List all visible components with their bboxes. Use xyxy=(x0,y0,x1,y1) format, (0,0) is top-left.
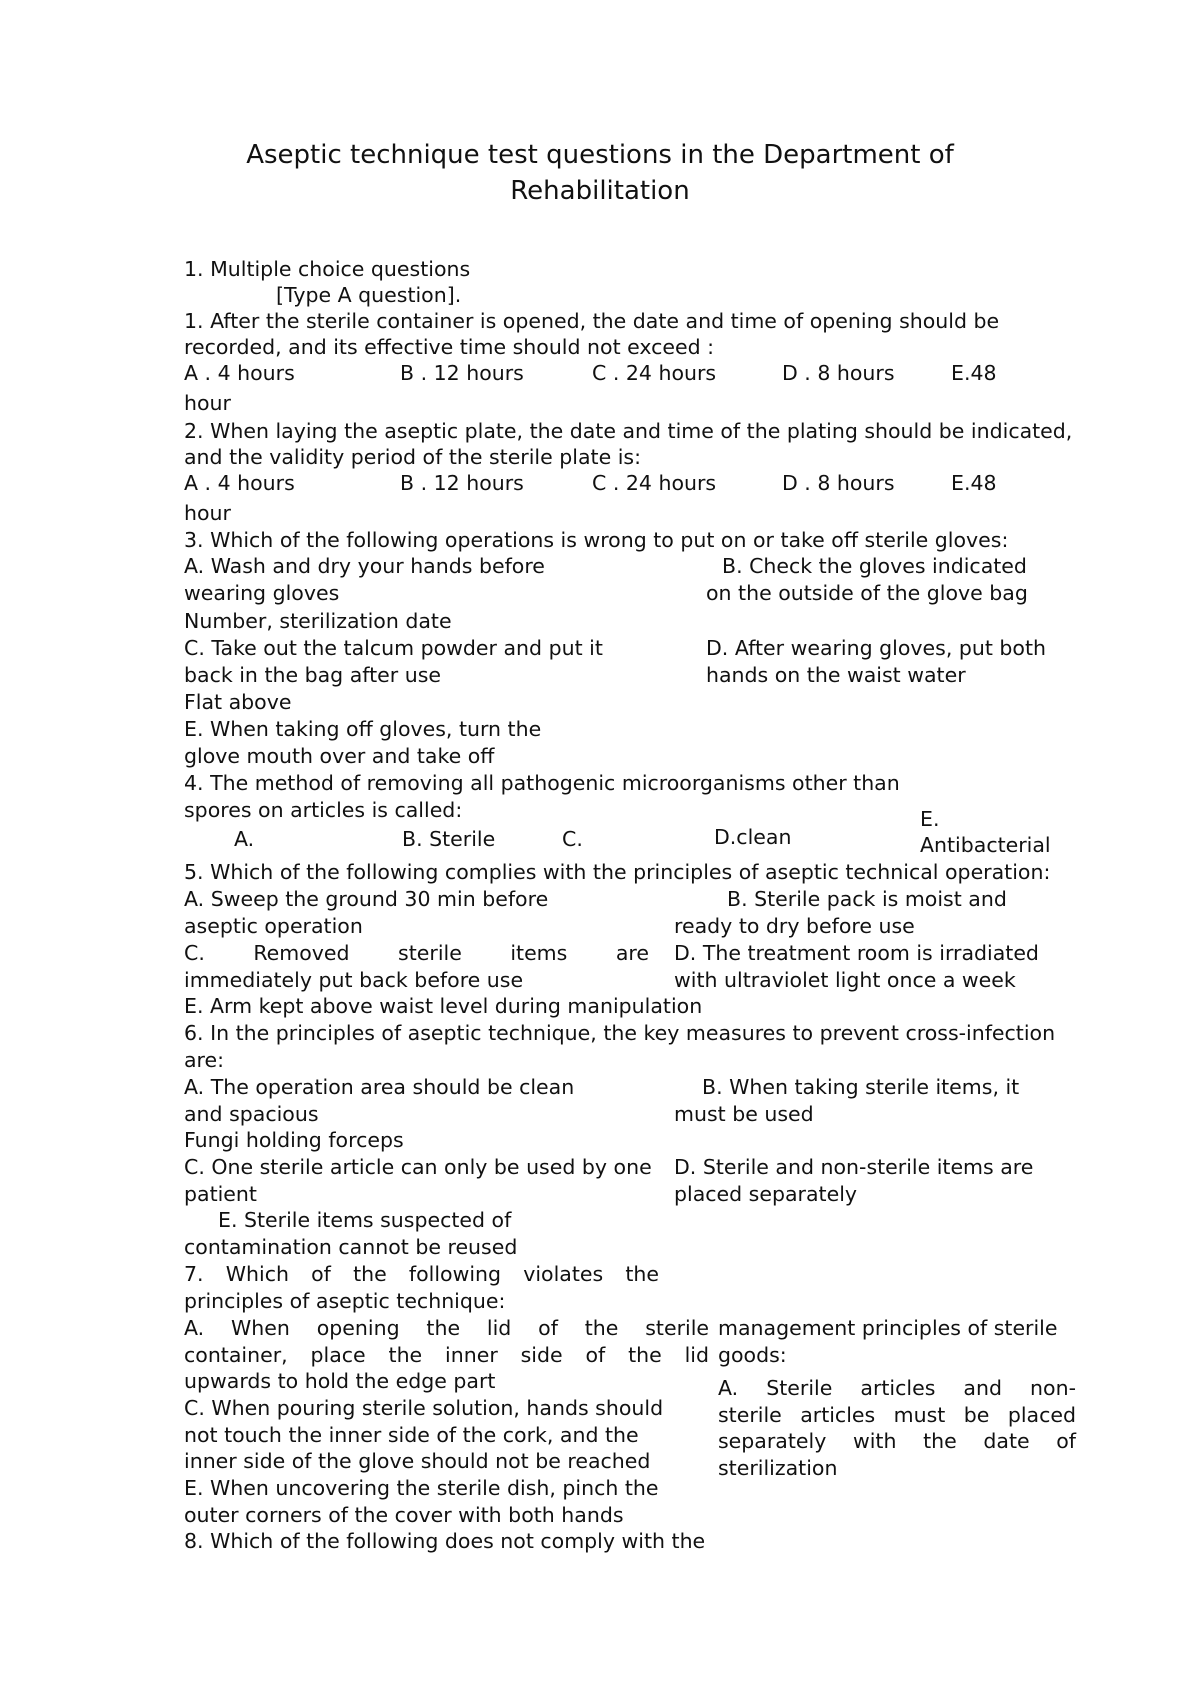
q2-option-a: A . 4 hours xyxy=(184,471,295,495)
page-title-line-1: Aseptic technique test questions in the Department of xyxy=(246,140,954,170)
q5-option-d-line-1: D. The treatment room is irradiated xyxy=(674,941,1039,965)
q1-option-d: D . 8 hours xyxy=(782,361,895,385)
question-type-label: [Type A question]. xyxy=(276,283,462,307)
q5-option-b-line-1: B. Sterile pack is moist and xyxy=(727,887,1007,911)
q6-option-b-line-1: B. When taking sterile items, it xyxy=(702,1075,1020,1099)
q2-option-b: B . 12 hours xyxy=(400,471,524,495)
section-heading: 1. Multiple choice questions xyxy=(184,257,471,281)
q4-option-d: D.clean xyxy=(714,825,792,849)
q7-option-a-line-2: container, place the inner side of the lid xyxy=(184,1343,709,1367)
q7-option-e-line-1: E. When uncovering the sterile dish, pinch the xyxy=(184,1476,659,1500)
q2-stem-line-2: and the validity period of the sterile plate is: xyxy=(184,445,641,469)
q1-option-b: B . 12 hours xyxy=(400,361,524,385)
q3-option-a-line-2: wearing gloves xyxy=(184,581,340,605)
q3-stem: 3. Which of the following operations is wrong to put on or take off sterile gloves: xyxy=(184,528,1009,552)
q6-option-c-line-2: patient xyxy=(184,1182,257,1206)
q7-option-a-line-3: upwards to hold the edge part xyxy=(184,1369,496,1393)
q1-stem-line-2: recorded, and its effective time should not exceed : xyxy=(184,335,715,359)
q5-option-a-line-1: A. Sweep the ground 30 min before xyxy=(184,887,549,911)
q4-option-b: B. Sterile xyxy=(402,827,496,851)
q7-stem-line-2: principles of aseptic technique: xyxy=(184,1289,506,1313)
q5-option-c-line-1: C. Removed sterile items are xyxy=(184,941,649,965)
page-title-line-2: Rehabilitation xyxy=(510,176,690,206)
q7-option-a-line-1: A. When opening the lid of the sterile xyxy=(184,1316,709,1340)
q4-option-a: A. xyxy=(234,827,255,851)
q8-stem-line-1: 8. Which of the following does not comply with the xyxy=(184,1529,706,1553)
q3-option-c-line-2: back in the bag after use xyxy=(184,663,442,687)
q8-stem-line-3: goods: xyxy=(718,1343,787,1367)
q7-stem-line-1: 7. Which of the following violates the xyxy=(184,1262,659,1286)
q1-option-c: C . 24 hours xyxy=(592,361,717,385)
q3-option-b-line-2: on the outside of the glove bag xyxy=(706,581,1028,605)
q1-stem-line-1: 1. After the sterile container is opened, the date and time of opening should be xyxy=(184,309,1000,333)
q1-option-e-wrap: hour xyxy=(184,391,231,415)
q4-option-e-line-1: E. xyxy=(920,807,940,831)
q2-option-d: D . 8 hours xyxy=(782,471,895,495)
q6-option-a-line-2: and spacious xyxy=(184,1102,319,1126)
q6-option-a-line-1: A. The operation area should be clean xyxy=(184,1075,575,1099)
q6-stem-line-2: are: xyxy=(184,1048,225,1072)
q3-option-b-line-1: B. Check the gloves indicated xyxy=(722,554,1027,578)
q1-option-e: E.48 xyxy=(951,361,997,385)
q7-option-c-line-1: C. When pouring sterile solution, hands should xyxy=(184,1396,664,1420)
q3-option-b-line-3: Number, sterilization date xyxy=(184,609,452,633)
q6-option-c-line-1: C. One sterile article can only be used by one xyxy=(184,1155,652,1179)
q8-option-a-line-4: sterilization xyxy=(718,1456,838,1480)
q6-option-b-line-2: must be used xyxy=(674,1102,814,1126)
q6-stem-line-1: 6. In the principles of aseptic technique, the key measures to prevent cross-infection xyxy=(184,1021,1056,1045)
q7-option-c-line-2: not touch the inner side of the cork, and the xyxy=(184,1423,639,1447)
q6-option-d-line-1: D. Sterile and non-sterile items are xyxy=(674,1155,1034,1179)
q6-option-e-line-2: contamination cannot be reused xyxy=(184,1235,518,1259)
q5-option-d-line-2: with ultraviolet light once a week xyxy=(674,968,1016,992)
q4-stem-line-1: 4. The method of removing all pathogenic microorganisms other than xyxy=(184,771,900,795)
q5-option-a-line-2: aseptic operation xyxy=(184,914,363,938)
q8-option-a-line-2: sterile articles must be placed xyxy=(718,1403,1076,1427)
q2-option-e: E.48 xyxy=(951,471,997,495)
q7-option-c-line-3: inner side of the glove should not be reached xyxy=(184,1449,651,1473)
q5-option-c-line-2: immediately put back before use xyxy=(184,968,524,992)
q7-option-e-line-2: outer corners of the cover with both hands xyxy=(184,1503,624,1527)
q4-stem-line-2: spores on articles is called: xyxy=(184,798,463,822)
q2-option-e-wrap: hour xyxy=(184,501,231,525)
q3-option-d-line-1: D. After wearing gloves, put both xyxy=(706,636,1047,660)
q4-option-e-line-2: Antibacterial xyxy=(920,833,1051,857)
q3-option-c-line-1: C. Take out the talcum powder and put it xyxy=(184,636,603,660)
q8-option-a-line-3: separately with the date of xyxy=(718,1429,1076,1453)
q8-stem-line-2: management principles of sterile xyxy=(718,1316,1058,1340)
q1-option-a: A . 4 hours xyxy=(184,361,295,385)
q3-option-d-line-2: hands on the waist water xyxy=(706,663,966,687)
q3-option-e-line-1: E. When taking off gloves, turn the xyxy=(184,717,542,741)
q4-option-c: C. xyxy=(562,827,583,851)
q2-stem-line-1: 2. When laying the aseptic plate, the date and time of the plating should be indicated, xyxy=(184,419,1073,443)
q5-option-e: E. Arm kept above waist level during manipulation xyxy=(184,994,703,1018)
q3-option-d-line-3: Flat above xyxy=(184,690,292,714)
q6-option-e-line-1: E. Sterile items suspected of xyxy=(218,1208,512,1232)
q6-option-d-line-2: placed separately xyxy=(674,1182,858,1206)
q5-option-b-line-2: ready to dry before use xyxy=(674,914,915,938)
q3-option-e-line-2: glove mouth over and take off xyxy=(184,744,495,768)
q6-option-b-line-3: Fungi holding forceps xyxy=(184,1128,404,1152)
q3-option-a-line-1: A. Wash and dry your hands before xyxy=(184,554,545,578)
q2-option-c: C . 24 hours xyxy=(592,471,717,495)
q5-stem: 5. Which of the following complies with the principles of aseptic technical operation: xyxy=(184,860,1051,884)
q8-option-a-line-1: A. Sterile articles and non- xyxy=(718,1376,1076,1400)
